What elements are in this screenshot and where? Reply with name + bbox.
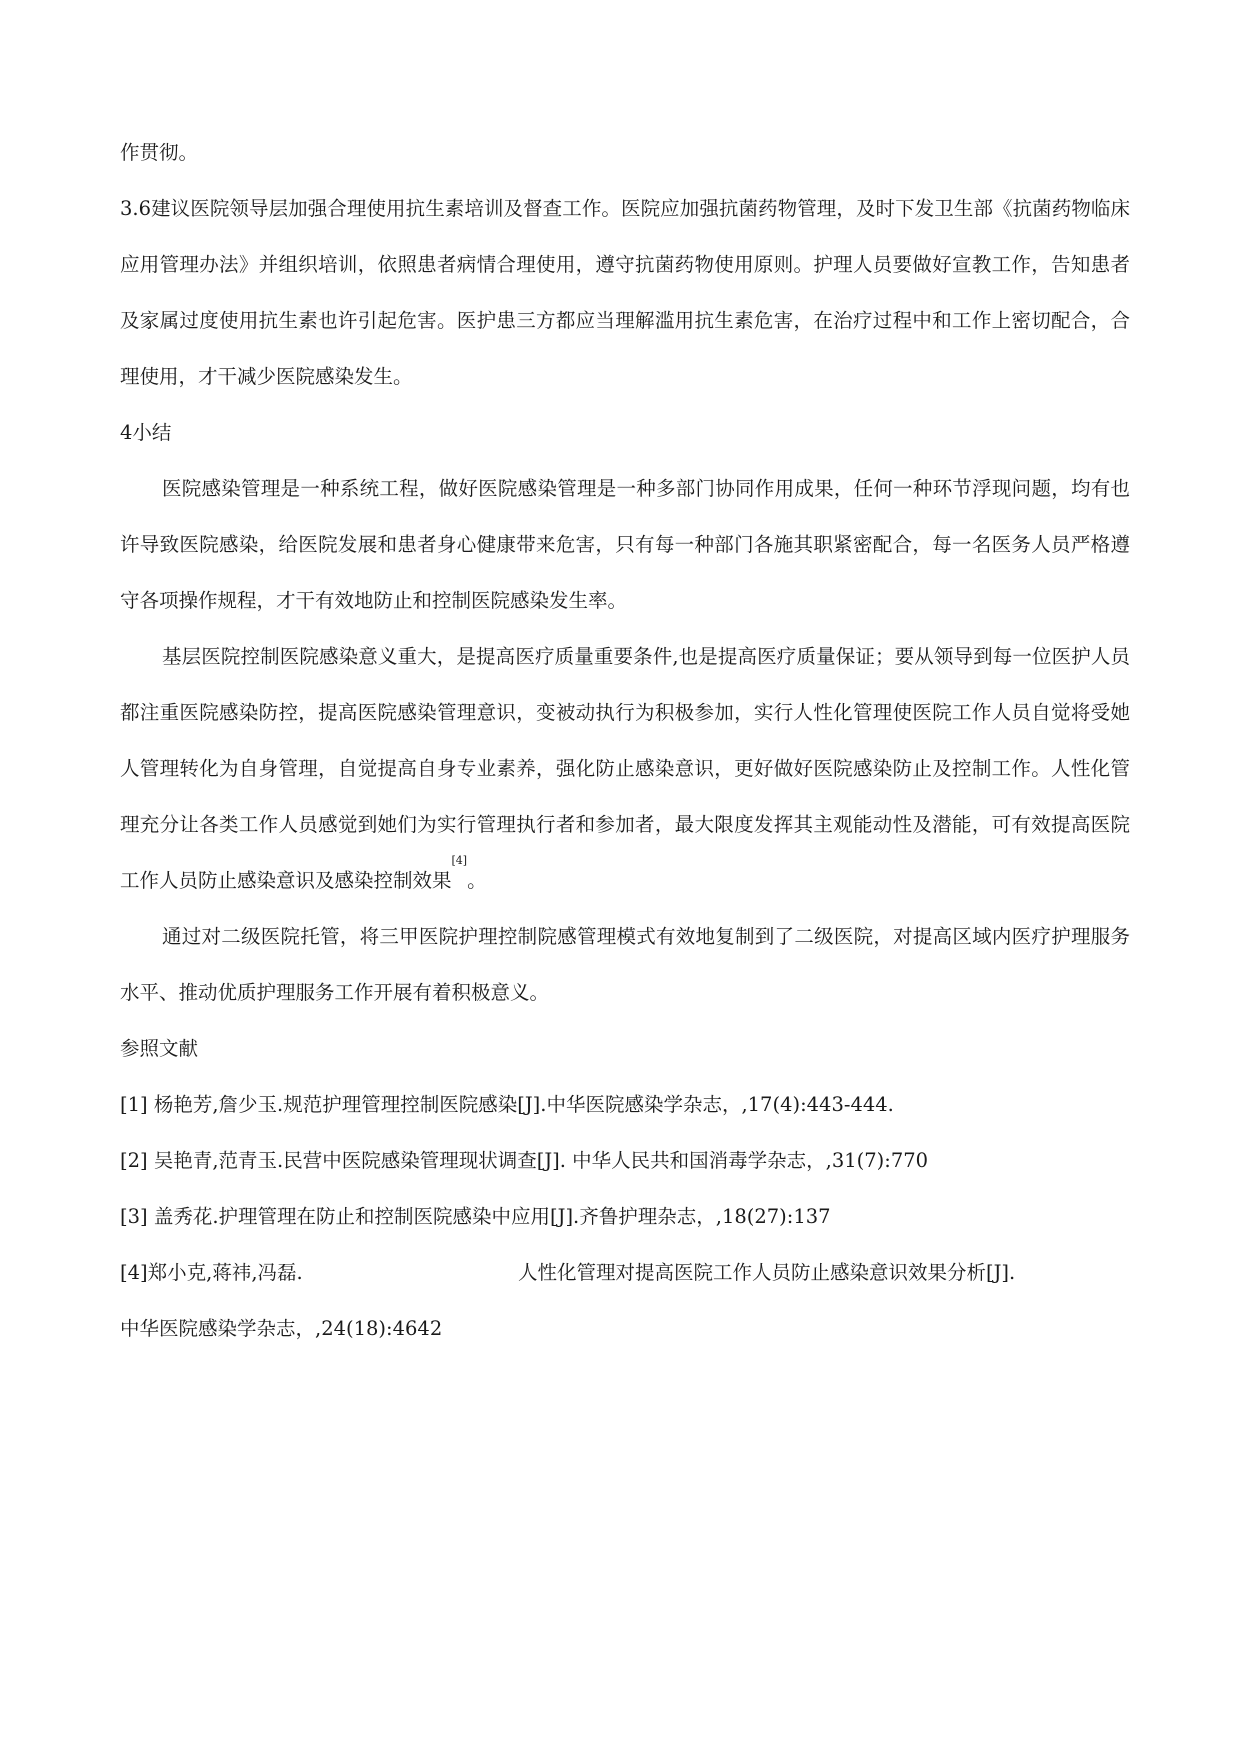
- continuation-text: 作贯彻。: [120, 141, 199, 164]
- reference-item-3: [3] 盖秀花.护理管理在防止和控制医院感染中应用[J].齐鲁护理杂志，,18(27):137: [120, 1205, 831, 1228]
- summary-paragraph-2-end: 。: [467, 869, 487, 892]
- reference-4-authors: [4]郑小克,蒋祎,冯磊.: [120, 1261, 303, 1284]
- summary-paragraph-2: [120, 629, 1130, 909]
- citation-marker: [4]: [451, 854, 468, 867]
- summary-paragraph-3: 通过对二级医院托管，将三甲医院护理控制院感管理模式有效地复制到了二级医院，对提高区域内医疗护理服务水平、推动优质护理服务工作开展有着积极意义。: [120, 925, 1130, 1004]
- section-3-6-paragraph: 3.6建议医院领导层加强合理使用抗生素培训及督查工作。医院应加强抗菌药物管理，及时下发卫生部《抗菌药物临床应用管理办法》并组织培训，依照患者病情合理使用，遵守抗菌药物使用原则。护理人员要做好宣教工作，告知患者及家属过度使用抗生素也许引起危害。医护患三方都应当理解滥用抗生素危害，在治疗过程中和工作上密切配合，合理使用，才干减少医院感染发生。: [120, 197, 1130, 388]
- references-heading: 参照文献: [120, 1037, 199, 1060]
- reference-item-4-source: 中华医院感染学杂志，,24(18):4642: [120, 1317, 443, 1340]
- reference-item-2: [2] 吴艳青,范青玉.民营中医院感染管理现状调查[J]. 中华人民共和国消毒学杂志，,31(7):770: [120, 1149, 929, 1172]
- reference-4-title: 人性化管理对提高医院工作人员防止感染意识效果分析[J].: [518, 1261, 1016, 1284]
- document-page: [120, 125, 1130, 1357]
- summary-paragraph-2-text: 基层医院控制医院感染意义重大，是提高医疗质量重要条件,也是提高医疗质量保证；要从领导到每一位医护人员都注重医院感染防控，提高医院感染管理意识，变被动执行为积极参加，实行人性化管理使医院工作人员自觉将受她人管理转化为自身管理，自觉提高自身专业素养，强化防止感染意识，更好做好医院感染防止及控制工作。人性化管理充分让各类工作人员感觉到她们为实行管理执行者和参加者，最大限度发挥其主观能动性及潜能，可有效提高医院工作人员防止感染意识及感染控制效果: [120, 645, 1130, 892]
- reference-item-1: [1] 杨艳芳,詹少玉.规范护理管理控制医院感染[J].中华医院感染学杂志，,17(4):443-444.: [120, 1093, 894, 1116]
- reference-item-4: [120, 1245, 1130, 1301]
- summary-paragraph-1: 医院感染管理是一种系统工程，做好医院感染管理是一种多部门协同作用成果，任何一种环节浮现问题，均有也许导致医院感染，给医院发展和患者身心健康带来危害，只有每一种部门各施其职紧密配合，每一名医务人员严格遵守各项操作规程，才干有效地防止和控制医院感染发生率。: [120, 477, 1130, 612]
- section-4-heading: 4小结: [120, 421, 172, 444]
